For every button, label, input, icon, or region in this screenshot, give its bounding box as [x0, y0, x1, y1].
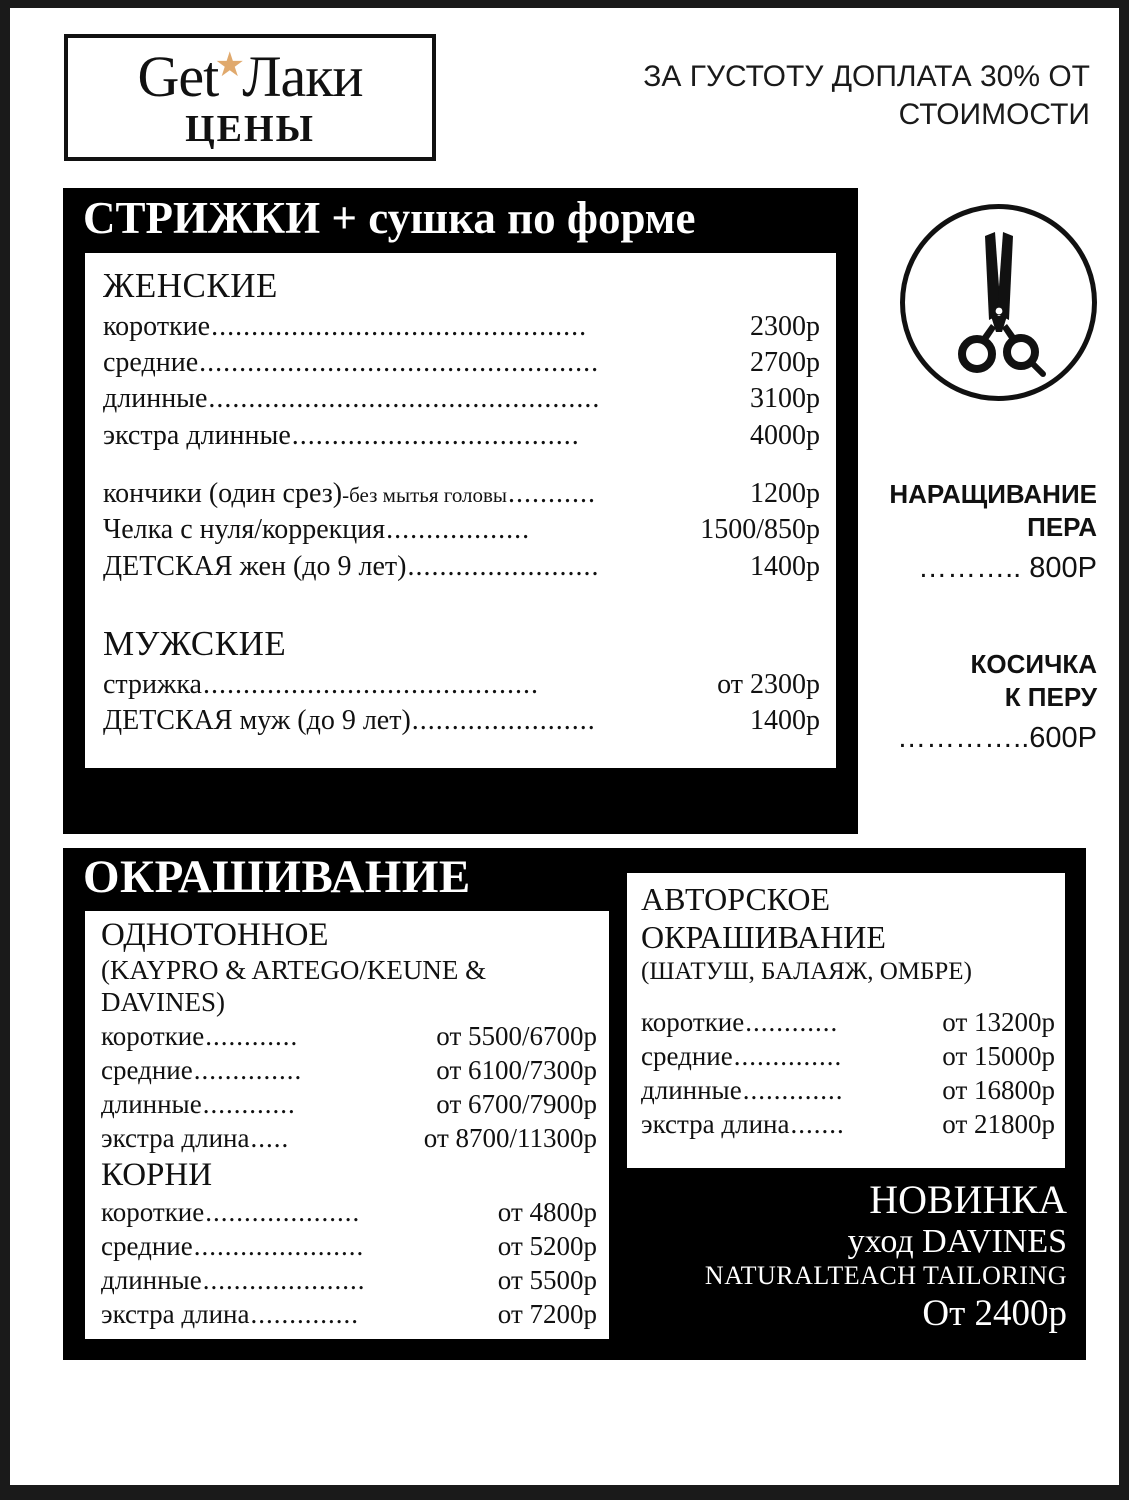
novelty-product: уход DAVINES	[847, 1222, 1067, 1260]
spacer	[103, 454, 820, 476]
leader-dots: ............	[202, 1089, 296, 1119]
author-heading-line-2: ОКРАШИВАНИЕ	[641, 918, 886, 955]
author-subtitle: (ШАТУШ, БАЛАЯЖ, ОМБРЕ)	[641, 957, 972, 985]
price-row	[641, 1073, 1055, 1107]
price-row	[103, 549, 820, 585]
leader-dots: ..............	[733, 1040, 843, 1071]
haircuts-section	[63, 188, 858, 834]
service-name: ДЕТСКАЯ жен (до 9 лет)	[103, 550, 407, 582]
price-row	[101, 1019, 597, 1053]
coloring-section-title: ОКРАШИВАНИЕ	[83, 851, 471, 903]
author-coloring-panel	[627, 873, 1065, 1168]
service-name: короткие	[641, 1006, 745, 1037]
leader-dots: .......	[790, 1108, 845, 1139]
service-price: от 13200р	[942, 1006, 1055, 1037]
scissors-badge	[900, 204, 1097, 401]
price-row	[103, 703, 820, 739]
service-price: 1400р	[750, 705, 820, 737]
leader-dots: .......................	[411, 705, 596, 737]
price-row	[101, 1297, 597, 1331]
leader-dots: ..........................................	[202, 668, 539, 700]
service-name: Челка с нуля/коррекция	[103, 514, 386, 546]
braid-price: …………..600Р	[897, 721, 1097, 754]
leader-dots: .............	[742, 1074, 844, 1105]
service-price: от 15000р	[942, 1040, 1055, 1071]
leader-dots: ....................................	[291, 419, 580, 451]
service-name: короткие	[101, 1197, 205, 1228]
service-name: длинные	[101, 1265, 202, 1296]
haircuts-section-title: СТРИЖКИ + сушка по форме	[83, 193, 696, 243]
scissors-icon	[939, 228, 1059, 378]
single-tone-heading: ОДНОТОННОЕ	[101, 917, 329, 953]
service-price: от 7200р	[497, 1299, 597, 1330]
haircuts-price-panel	[85, 253, 836, 768]
price-row	[103, 418, 820, 454]
service-price: от 5500/6700р	[436, 1020, 597, 1051]
service-name: средние	[101, 1231, 193, 1262]
leader-dots: ............	[745, 1006, 839, 1037]
service-name: короткие	[103, 310, 211, 342]
brand-name-latin: Get	[137, 43, 219, 109]
price-row	[103, 309, 820, 345]
leader-dots: ..................................................	[199, 346, 600, 378]
service-name: экстра длина	[101, 1299, 250, 1330]
extension-service	[862, 478, 1097, 588]
leader-dots: .................................................	[208, 383, 601, 415]
men-heading: МУЖСКИЕ	[103, 624, 287, 664]
braid-title-line-2: К ПЕРУ	[1004, 682, 1097, 713]
service-price: от 21800р	[942, 1108, 1055, 1139]
service-price: 3100р	[750, 383, 820, 415]
coloring-price-panel	[85, 911, 609, 1339]
extension-title-line-1: НАРАЩИВАНИЕ	[889, 479, 1097, 509]
leader-dots: ............	[205, 1020, 299, 1051]
page-header	[10, 8, 1119, 176]
service-name: экстра длина	[641, 1108, 790, 1139]
leader-dots: .....	[250, 1123, 290, 1154]
price-row	[101, 1263, 597, 1297]
surcharge-note-line-2: СТОИМОСТИ	[898, 98, 1090, 132]
price-row	[103, 381, 820, 417]
price-row	[103, 512, 820, 548]
service-name: длинные	[103, 383, 208, 415]
service-price: 1200р	[750, 478, 820, 510]
women-heading: ЖЕНСКИЕ	[103, 266, 278, 305]
author-heading-line-1: АВТОРСКОЕ	[641, 881, 830, 917]
service-price: от 6100/7300р	[436, 1054, 597, 1085]
leader-dots: ...........	[508, 478, 597, 510]
service-price: от 8700/11300р	[423, 1123, 597, 1154]
service-name: длинные	[641, 1074, 742, 1105]
price-row	[101, 1087, 597, 1121]
service-price: 4000р	[750, 419, 820, 451]
spacer	[103, 585, 820, 621]
leader-dots: ......................	[193, 1231, 365, 1262]
service-name: кончики (один срез)	[103, 478, 343, 510]
price-row	[103, 476, 820, 512]
leader-dots: ..............	[250, 1299, 359, 1330]
leader-dots: ...............................................	[211, 310, 588, 342]
service-price: от 2300р	[717, 668, 820, 700]
service-price: от 5200р	[497, 1231, 597, 1262]
leader-dots: .....................	[202, 1265, 366, 1296]
price-row	[101, 1229, 597, 1263]
service-note: -без мытья головы	[342, 483, 508, 508]
service-price: 2700р	[750, 346, 820, 378]
service-name: экстра длина	[101, 1123, 250, 1154]
service-price: 1500/850р	[700, 514, 820, 546]
brand-name-cyrillic: Лаки	[242, 43, 363, 109]
spacer	[641, 987, 1055, 1005]
surcharge-note-line-1: ЗА ГУСТОТУ ДОПЛАТА 30% ОТ	[643, 60, 1090, 93]
service-name: стрижка	[103, 668, 202, 700]
service-price: от 6700/7900р	[436, 1089, 597, 1119]
price-row	[101, 1121, 597, 1155]
price-row	[641, 1039, 1055, 1073]
novelty-promo	[623, 1178, 1067, 1336]
service-name: средние	[101, 1054, 193, 1085]
service-price: от 16800р	[942, 1074, 1055, 1105]
surcharge-note	[600, 58, 1090, 135]
star-icon: ★	[214, 46, 244, 84]
service-price: 2300р	[750, 310, 820, 342]
price-list-page	[10, 8, 1119, 1485]
service-name: короткие	[101, 1020, 205, 1051]
price-row	[641, 1107, 1055, 1141]
extension-price: ……….. 800Р	[918, 551, 1097, 584]
service-price: от 4800р	[497, 1197, 597, 1228]
braid-title-line-1: КОСИЧКА	[970, 649, 1097, 679]
novelty-price: От 2400р	[922, 1292, 1067, 1334]
service-name: средние	[641, 1040, 733, 1071]
leader-dots: ........................	[407, 550, 600, 582]
single-tone-brands-line-2: DAVINES)	[101, 987, 226, 1018]
service-name: средние	[103, 346, 199, 378]
coloring-section	[63, 848, 1086, 1360]
leader-dots: ....................	[205, 1197, 361, 1228]
extension-title-line-2: ПЕРА	[1027, 512, 1097, 543]
price-row	[101, 1195, 597, 1229]
service-name: длинные	[101, 1089, 202, 1119]
logo-box	[64, 34, 436, 161]
service-price: 1400р	[750, 550, 820, 582]
brand-logo	[137, 43, 363, 109]
price-row	[103, 667, 820, 703]
single-tone-brands-line-1: (KAYPRO & ARTEGO/KEUNE &	[101, 955, 487, 986]
service-name: ДЕТСКАЯ муж (до 9 лет)	[103, 705, 411, 737]
service-name: экстра длинные	[103, 419, 291, 451]
novelty-label: НОВИНКА	[869, 1177, 1067, 1222]
page-title: ЦЕНЫ	[185, 107, 315, 150]
braid-service	[862, 648, 1097, 758]
roots-heading: КОРНИ	[101, 1157, 213, 1194]
novelty-product-detail: NATURALTEACH TAILORING	[704, 1260, 1067, 1290]
leader-dots: ..............	[193, 1054, 303, 1085]
service-price: от 5500р	[497, 1265, 597, 1296]
price-row	[103, 345, 820, 381]
leader-dots: ..................	[386, 514, 531, 546]
price-row	[641, 1005, 1055, 1039]
price-row	[101, 1053, 597, 1087]
